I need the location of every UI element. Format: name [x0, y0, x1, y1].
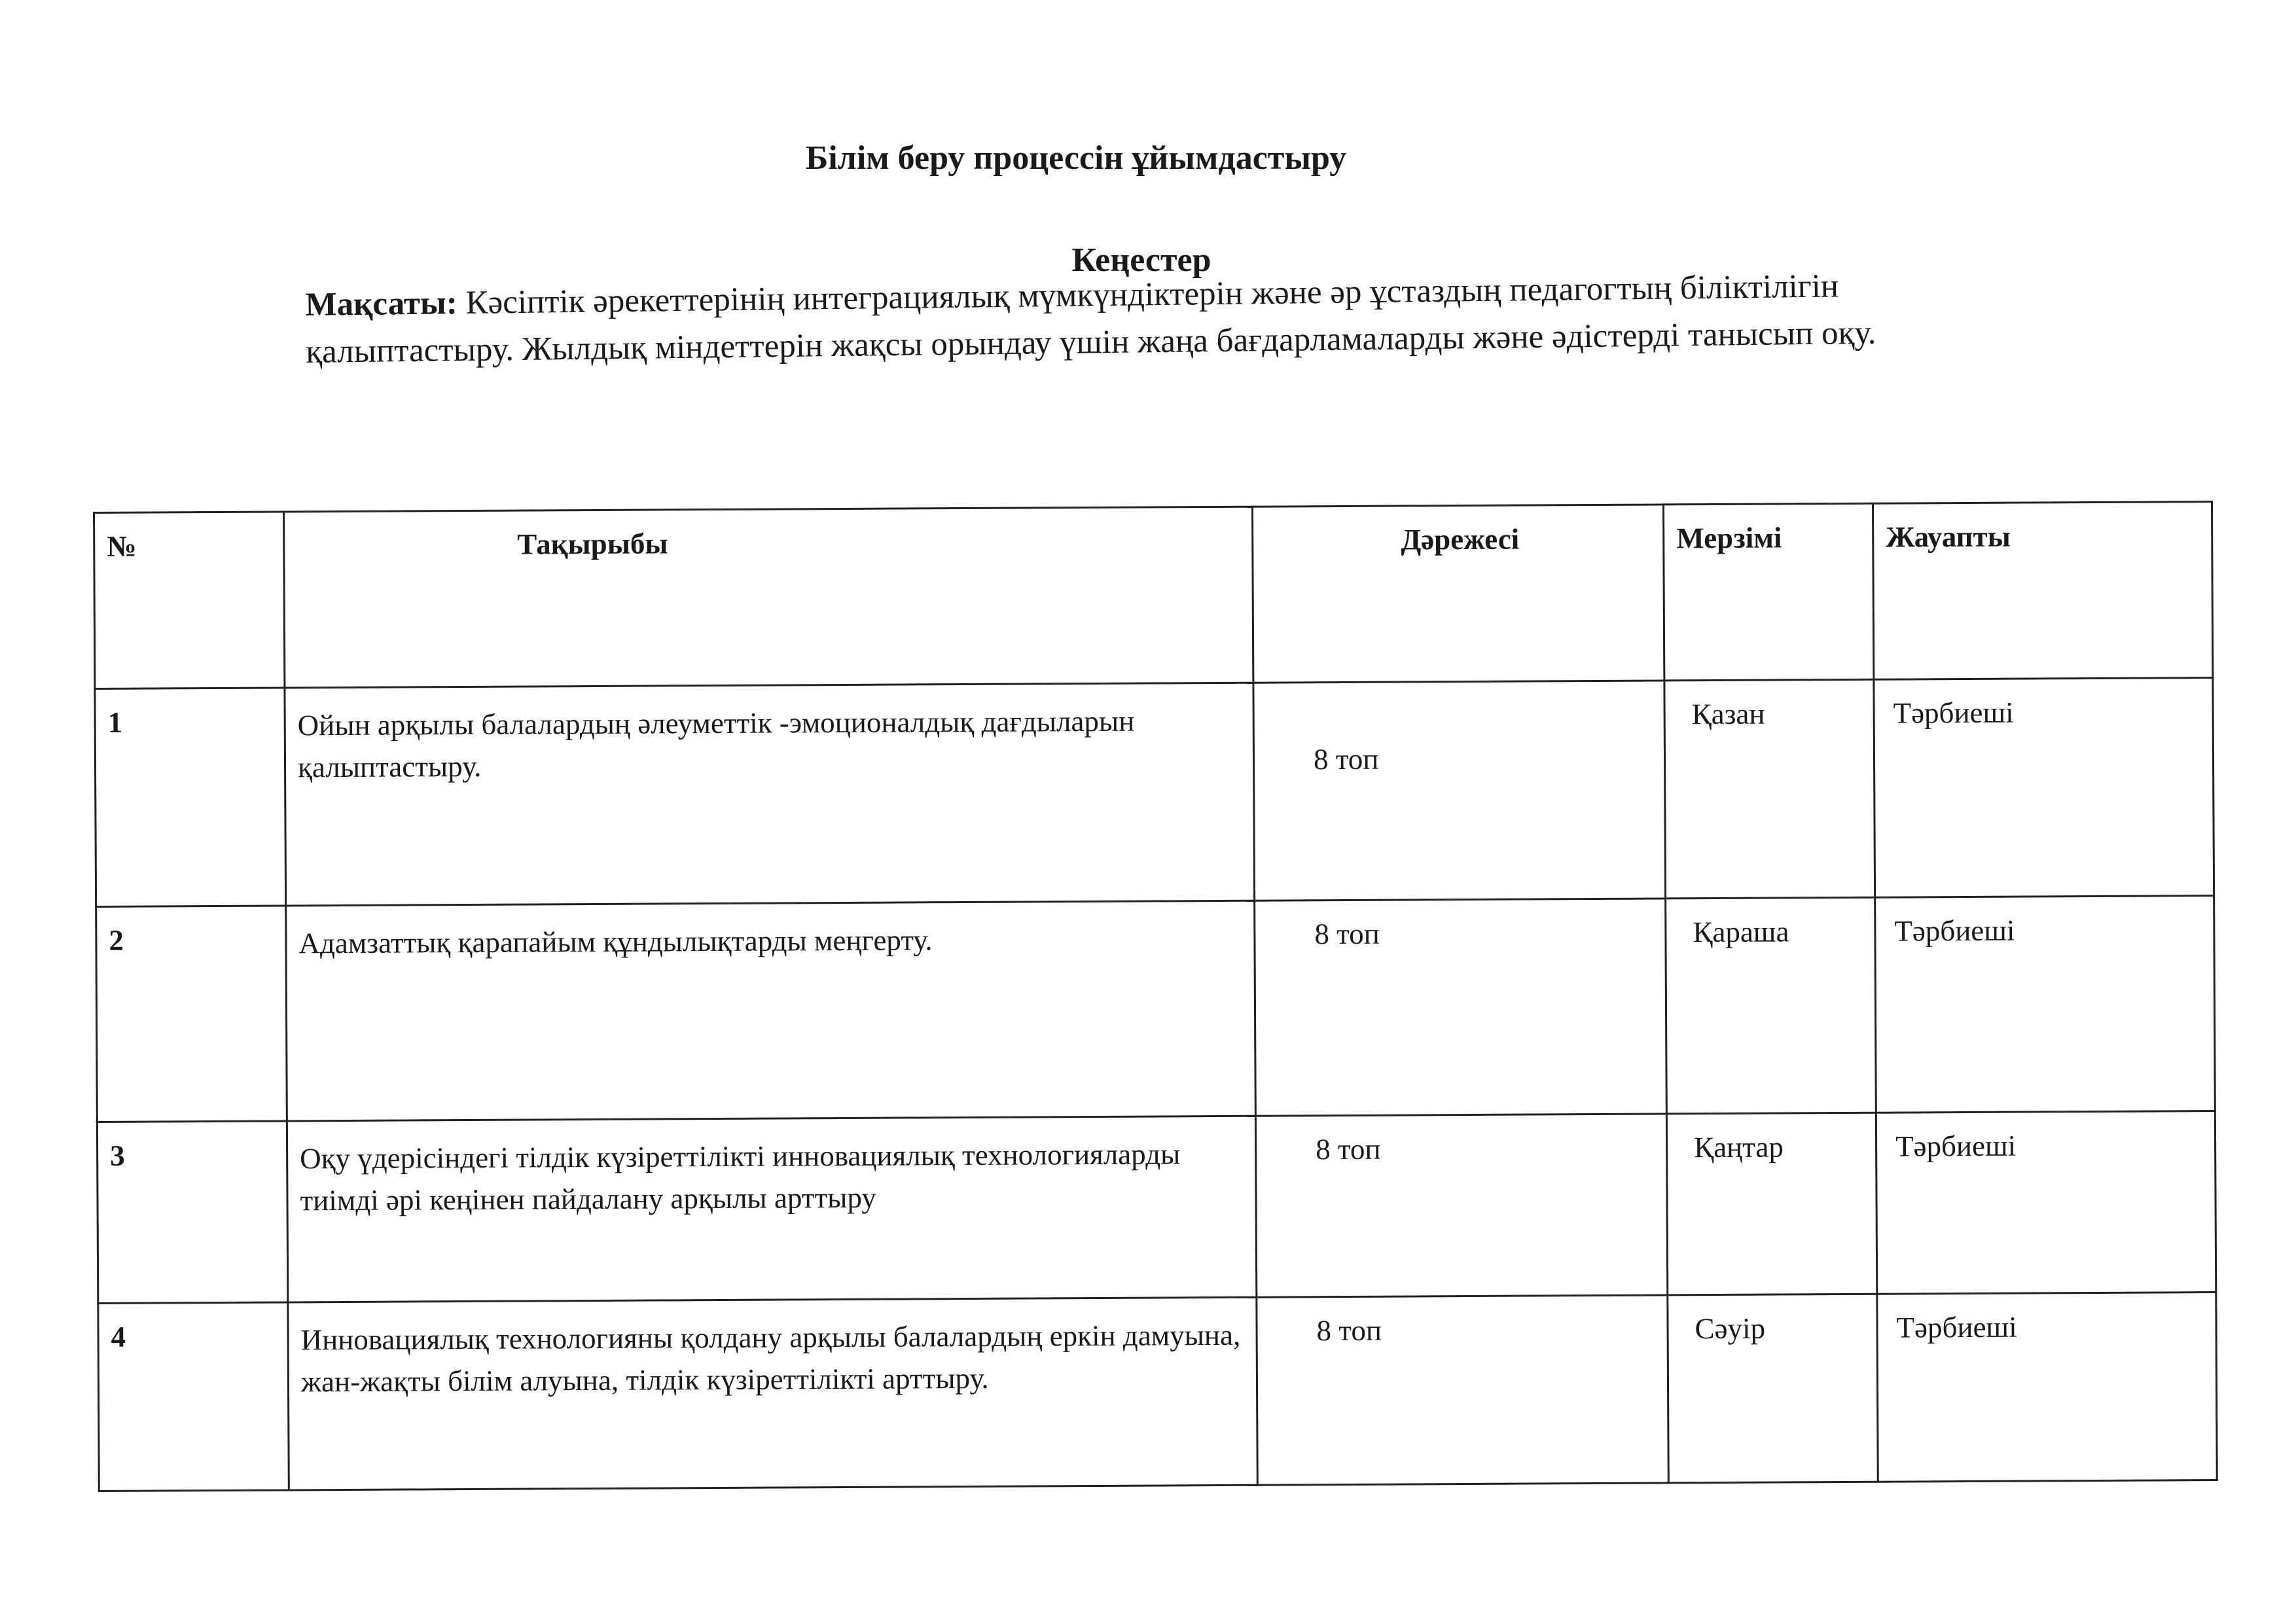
row-topic: Инновациялық технологияны қолдану арқылы балалардың еркін дамуына, жан-жақты білім алуына, тілдік күзіреттілікті арттыру. [288, 1297, 1257, 1490]
row-number: 4 [98, 1302, 289, 1491]
row-level: 8 топ [1255, 1114, 1667, 1297]
row-responsible: Тәрбиеші [1877, 1293, 2217, 1482]
table-row [97, 1111, 2215, 1304]
table-row [96, 896, 2215, 1122]
row-topic: Оқу үдерісіндегі тілдік күзіреттілікті инновациялық технологияларды тиімді әрі кеңінен пайдалану арқылы арттыру [287, 1116, 1256, 1302]
table-header-row [94, 502, 2213, 689]
header-level: Дәрежесі [1252, 505, 1664, 683]
row-topic: Ойын арқылы балалардың әлеуметтік -эмоционалдық дағдыларын қалыптастыру. [285, 683, 1255, 906]
document-subtitle: Кеңестер [1071, 241, 1211, 279]
purpose-label: Мақсаты: [305, 285, 458, 323]
row-number: 3 [97, 1121, 287, 1304]
header-topic: Тақырыбы [284, 507, 1253, 688]
header-term: Мерзімі [1663, 503, 1873, 681]
purpose-text: Кәсіптік әрекеттерінің интеграциялық мүмкүндіктерін және әр ұстаздың педагогтың біліктілігін қалыптастыру. Жылдық міндеттерін жақсы орындау үшін жаңа бағдарламаларды және әдістерді танысып оқу. [305, 268, 1876, 370]
row-topic: Адамзаттық қарапайым құндылықтарды меңгерту. [286, 901, 1256, 1121]
purpose-paragraph [305, 261, 1982, 376]
header-number: № [94, 512, 285, 689]
row-level: 8 топ [1257, 1295, 1668, 1485]
document-title: Білім беру процессін ұйымдастыру [805, 139, 1347, 177]
row-responsible: Тәрбиеші [1875, 896, 2215, 1113]
row-term: Қазан [1664, 679, 1875, 899]
header-responsible: Жауапты [1873, 502, 2212, 680]
row-term: Қараша [1666, 897, 1876, 1114]
row-term: Сәуір [1668, 1294, 1878, 1483]
plan-table [93, 501, 2218, 1492]
table-row [95, 678, 2214, 907]
row-term: Қаңтар [1666, 1113, 1876, 1295]
row-level: 8 топ [1255, 899, 1667, 1116]
row-responsible: Тәрбиеші [1876, 1111, 2215, 1294]
row-number: 1 [95, 688, 286, 907]
table-row [98, 1293, 2217, 1491]
row-level: 8 топ [1253, 681, 1666, 901]
row-responsible: Тәрбиеші [1874, 678, 2214, 898]
row-number: 2 [96, 906, 287, 1122]
